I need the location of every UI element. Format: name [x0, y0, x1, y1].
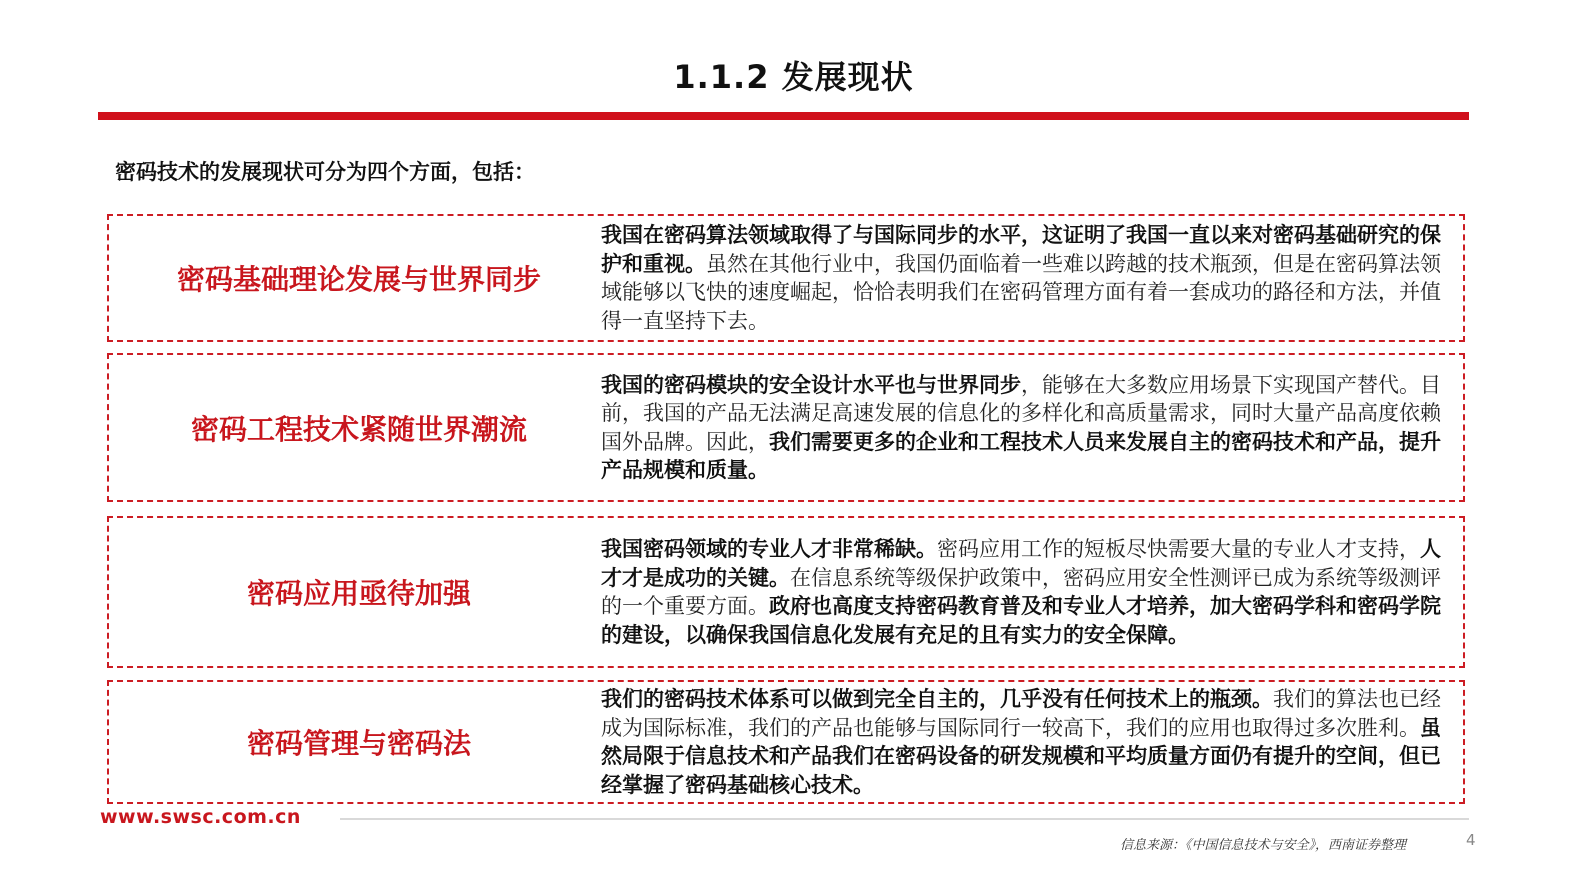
body-text: 在信息系统等级保护政策中，密码应用安全性测评已成为系统等级测评的一个重要方面。 [601, 565, 1441, 618]
footer-divider [340, 818, 1469, 820]
card-application [107, 516, 1465, 668]
source-note: 信息来源：《中国信息技术与安全》，西南证券整理 [1120, 838, 1407, 853]
card-management-law [107, 680, 1465, 804]
card-heading: 密码管理与密码法 [246, 727, 471, 760]
page-number: 4 [1466, 831, 1476, 849]
card-description [601, 518, 1449, 666]
card-heading: 密码基础理论发展与世界同步 [176, 263, 541, 296]
title-divider [98, 112, 1469, 120]
emphasis-text: 政府也高度支持密码教育普及和专业人才培养，加大密码学科和密码学院的建设，以确保我国信息化发展有充足的且有实力的安全保障。 [601, 594, 1441, 647]
body-text: ，能够在大多数应用场景下实现国产替代。目前，我国的产品无法满足高速发展的信息化的多样化和高质量需求，同时大量产品高度依赖国外品牌。因此， [601, 372, 1441, 454]
card-engineering-tech [107, 353, 1465, 502]
card-description [601, 682, 1449, 802]
footer-website-link[interactable]: www.swsc.com.cn [100, 806, 301, 828]
card-heading: 密码工程技术紧随世界潮流 [190, 412, 527, 446]
emphasis-text: 我国密码领域的专业人才非常稀缺。 [601, 537, 937, 561]
page-title: 1.1.2 发展现状 [673, 58, 914, 96]
card-description [601, 216, 1449, 340]
body-text: 虽然在其他行业中，我国仍面临着一些难以跨越的技术瓶颈，但是在密码算法领域能够以飞快的速度崛起，恰恰表明我们在密码管理方面有着一套成功的路径和方法，并值得一直坚持下去。 [601, 251, 1441, 333]
emphasis-text: 虽然局限于信息技术和产品我们在密码设备的研发规模和平均质量方面仍有提升的空间，但已经掌握了密码基础核心技术。 [601, 715, 1441, 797]
card-heading: 密码应用亟待加强 [246, 577, 471, 610]
emphasis-text: 人才才是成功的关键。 [601, 537, 1441, 590]
emphasis-text: 我们的密码技术体系可以做到完全自主的，几乎没有任何技术上的瓶颈。 [601, 687, 1273, 711]
emphasis-text: 我国的密码模块的安全设计水平也与世界同步 [601, 372, 1021, 397]
card-foundation-theory [107, 214, 1465, 342]
card-description [601, 355, 1449, 500]
emphasis-text: 我国在密码算法领域取得了与国际同步的水平，这证明了我国一直以来对密码基础研究的保护和重视。 [601, 223, 1441, 276]
body-text: 我们的算法也已经成为国际标准，我们的产品也能够与国际同行一较高下，我们的应用也取得过多次胜利。 [601, 687, 1441, 740]
emphasis-text: 我们需要更多的企业和工程技术人员来发展自主的密码技术和产品，提升产品规模和质量。 [601, 429, 1441, 482]
body-text: 密码应用工作的短板尽快需要大量的专业人才支持， [937, 537, 1420, 561]
intro-text: 密码技术的发展现状可分为四个方面，包括： [115, 160, 535, 184]
